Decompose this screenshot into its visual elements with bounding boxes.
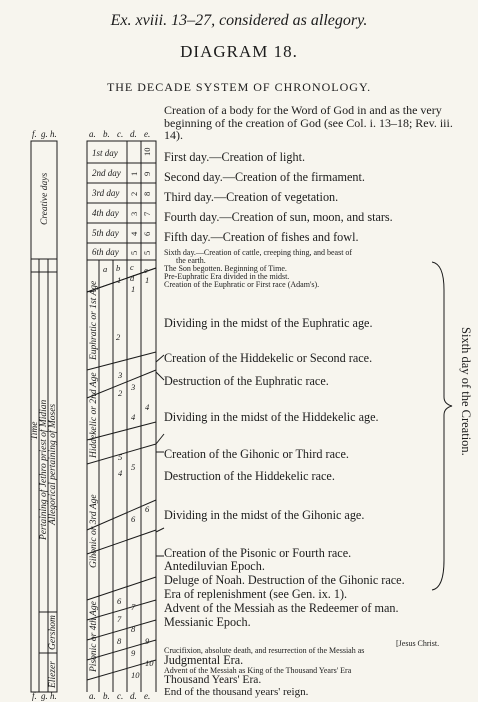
leader-3 xyxy=(156,434,164,444)
event-day-6: Sixth day.—Creation of cattle, creeping thing, and beast of xyxy=(164,248,353,257)
day-label-6: 6th day xyxy=(92,247,119,257)
event-pre-euphratic: Pre-Euphratic Era divided in the midst. xyxy=(164,272,290,281)
age-num-pis-7b: 7 xyxy=(131,602,136,612)
age-num-euph-1a: 1 xyxy=(117,275,122,285)
marker-e-bottom: e. xyxy=(144,691,151,701)
event-thousand-years: Thousand Years' Era. xyxy=(164,674,262,686)
age-num-hid-2: 2 xyxy=(118,388,123,398)
age-num-pis-6: 6 xyxy=(117,596,122,606)
age-num-euph-2: 2 xyxy=(116,332,121,342)
age-num-gih-6b: 6 xyxy=(145,504,150,514)
event-replenishment: Era of replenishment (see Gen. ix. 1). xyxy=(164,587,348,601)
event-advent-king: Advent of the Messiah as King of the Thousand Years' Era xyxy=(164,666,352,675)
event-gihonic-creation: Creation of the Gihonic or Third race. xyxy=(164,447,349,461)
day-num-mid-5: 5 xyxy=(129,250,139,255)
age-line-h xyxy=(87,577,156,600)
age-num-d: d xyxy=(130,273,135,283)
age-label-pisonic: Pisonic or 4th Age xyxy=(89,601,99,672)
event-crucifixion: Crucifixion, absolute death, and resurrection of the Messiah as xyxy=(164,646,365,655)
age-num-pis-9a: 9 xyxy=(131,648,136,658)
marker-d-top: d. xyxy=(130,129,137,139)
event-day-4: Fourth day.—Creation of sun, moon, and stars. xyxy=(164,210,393,224)
day-num-mid-1: 1 xyxy=(129,171,139,176)
event-day-1: First day.—Creation of light. xyxy=(164,150,306,164)
marker-a-bottom: a. xyxy=(89,691,96,701)
event-jesus-christ: [Jesus Christ. xyxy=(396,639,440,648)
eliezer-label: Eliezer xyxy=(48,661,58,688)
marker-g-top: g. xyxy=(41,129,48,139)
day-num-mid-3: 3 xyxy=(129,211,139,216)
marker-e-top: e. xyxy=(144,129,151,139)
day-label-5: 5th day xyxy=(92,228,119,238)
event-divide-gihonic: Dividing in the midst of the Gihonic age. xyxy=(164,508,365,522)
event-judgmental-era: Judgmental Era. xyxy=(164,653,244,667)
moses-label: Allegorical pertaining of Moses xyxy=(48,403,58,525)
day-num-right-5: 6 xyxy=(142,231,152,236)
day-label-3: 3rd day xyxy=(92,188,120,198)
age-num-e: e xyxy=(144,265,148,275)
event-day-6-cont: the earth. xyxy=(176,256,206,265)
event-deluge: Deluge of Noah. Destruction of the Gihonic race. xyxy=(164,573,405,587)
event-day-3: Third day.—Creation of vegetation. xyxy=(164,190,339,204)
age-num-hid-3a: 3 xyxy=(118,370,123,380)
event-divide-hiddekelic: Dividing in the midst of the Hiddekelic age. xyxy=(164,410,379,424)
gershom-label: Gershom xyxy=(48,615,58,650)
diagram-title: DIAGRAM 18. xyxy=(180,42,298,61)
age-num-c: c xyxy=(130,262,134,272)
event-euphratic-destruction: Destruction of the Euphratic race. xyxy=(164,374,329,388)
marker-c-top: c. xyxy=(117,129,124,139)
jethro-label: Pertaining of Jethro priest of Midian xyxy=(39,399,49,540)
age-num-gih-5b: 5 xyxy=(131,462,136,472)
event-hiddekelic-destruction: Destruction of the Hiddekelic race. xyxy=(164,469,335,483)
day-label-2: 2nd day xyxy=(92,168,121,178)
age-num-pis-10a: 10 xyxy=(131,670,140,680)
age-label-euphratic: Euphratic or 1st Age xyxy=(89,280,99,360)
day-num-right-4: 7 xyxy=(142,211,152,216)
event-day-5: Fifth day.—Creation of fishes and fowl. xyxy=(164,230,359,244)
leader-1 xyxy=(156,355,164,362)
day-num-right-6: 5 xyxy=(142,250,152,255)
scripture-reference: Ex. xviii. 13–27, considered as allegory. xyxy=(110,12,368,29)
sixth-day-label: Sixth day of the Creation. xyxy=(459,327,473,456)
marker-b-top: b. xyxy=(103,129,110,139)
event-hiddekelic-creation: Creation of the Hiddekelic or Second race. xyxy=(164,351,373,365)
age-num-pis-8b: 8 xyxy=(131,624,136,634)
day-num-mid-2: 2 xyxy=(129,191,139,196)
day-num-mid-4: 4 xyxy=(129,231,139,236)
age-num-pis-10b: 10 xyxy=(145,658,154,668)
age-num-a: a xyxy=(103,264,108,274)
day-num-right-3: 8 xyxy=(142,191,152,196)
age-num-gih-6a: 6 xyxy=(131,514,136,524)
age-label-hiddekelic: Hiddekelic or 2nd Age xyxy=(89,372,99,458)
sixth-day-brace xyxy=(432,262,452,590)
age-num-pis-8a: 8 xyxy=(117,636,122,646)
age-num-euph-1c: 1 xyxy=(145,275,150,285)
marker-d-bottom: d. xyxy=(130,691,137,701)
leader-2 xyxy=(156,372,164,380)
day-label-1: 1st day xyxy=(92,148,118,158)
age-num-pis-9b: 9 xyxy=(145,636,150,646)
event-divide-euphratic: Dividing in the midst of the Euphratic age. xyxy=(164,316,373,330)
creative-days-label: Creative days xyxy=(40,172,50,225)
marker-g-bottom: g. xyxy=(41,691,48,701)
age-num-gih-5a: 5 xyxy=(118,452,123,462)
marker-f-bottom: f. xyxy=(32,691,37,701)
event-day-2: Second day.—Creation of the firmament. xyxy=(164,170,365,184)
event-advent-redeemer: Advent of the Messiah as the Redeemer of man. xyxy=(164,601,399,615)
marker-f-top: f. xyxy=(32,129,37,139)
age-num-gih-4: 4 xyxy=(118,468,123,478)
event-messianic-epoch: Messianic Epoch. xyxy=(164,615,251,629)
day-num-right-2: 9 xyxy=(142,171,152,176)
day-label-4: 4th day xyxy=(92,208,119,218)
event-pisonic-creation: Creation of the Pisonic or Fourth race. xyxy=(164,546,352,560)
event-end-reign: End of the thousand years' reign. xyxy=(164,686,309,698)
marker-b-bottom: b. xyxy=(103,691,110,701)
marker-a-top: a. xyxy=(89,129,96,139)
day-num-right-1: 10 xyxy=(142,147,152,156)
event-euphratic-creation: Creation of the Euphratic or First race (Adam's). xyxy=(164,280,320,289)
age-num-pis-7a: 7 xyxy=(117,614,122,624)
event-son-begotten: The Son begotten. Beginning of Time. xyxy=(164,264,287,273)
age-label-gihonic: Gihonic or 3rd Age xyxy=(89,494,99,568)
event-creation-body: Creation of a body for the Word of God in and as the very beginning of the creation of God (see Col. i. 13–18; Rev. iii. 14). xyxy=(164,103,453,142)
age-num-b: b xyxy=(116,263,121,273)
event-antediluvian: Antediluvian Epoch. xyxy=(164,559,265,573)
marker-h-bottom: h. xyxy=(50,691,57,701)
age-num-hid-4b: 4 xyxy=(145,402,150,412)
age-num-euph-1b: 1 xyxy=(131,284,136,294)
age-num-hid-4a: 4 xyxy=(131,412,136,422)
age-num-hid-3b: 3 xyxy=(131,382,136,392)
leader-5 xyxy=(156,528,164,532)
days-column xyxy=(87,141,156,260)
marker-h-top: h. xyxy=(50,129,57,139)
diagram-subtitle: THE DECADE SYSTEM OF CHRONOLOGY. xyxy=(106,80,372,94)
time-label: Time xyxy=(30,421,40,440)
marker-c-bottom: c. xyxy=(117,691,124,701)
